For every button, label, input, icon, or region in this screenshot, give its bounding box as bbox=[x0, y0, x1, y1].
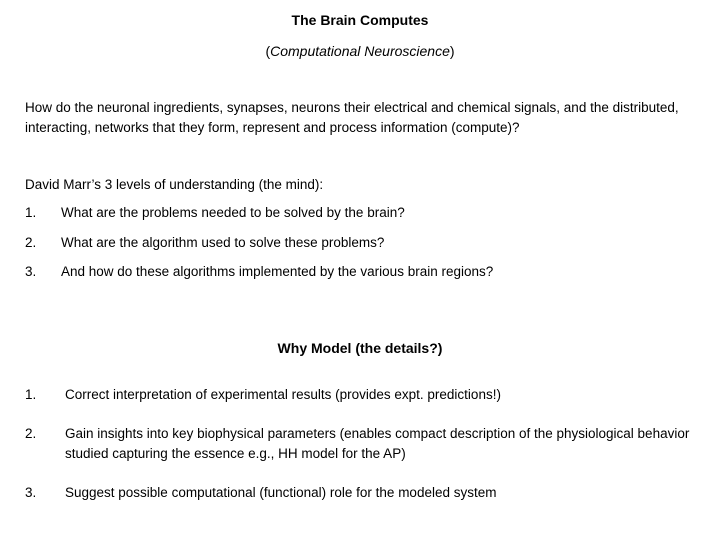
list-text: Correct interpretation of experimental results (provides expt. predictions!) bbox=[65, 387, 501, 402]
list-text: And how do these algorithms implemented by the various brain regions? bbox=[61, 264, 494, 279]
page-subtitle bbox=[0, 43, 720, 59]
list-number: 2. bbox=[25, 426, 37, 441]
section-heading: Why Model (the details?) bbox=[277, 340, 443, 356]
list-number: 3. bbox=[25, 264, 37, 279]
marr-heading: David Marr’s 3 levels of understanding (the mind): bbox=[25, 177, 324, 192]
intro-paragraph: How do the neuronal ingredients, synapses, neurons their electrical and chemical signals, and the distributed, interacting, networks that they form, represent and process information (compute)? bbox=[25, 100, 679, 135]
list-text: Gain insights into key biophysical parameters (enables compact description of the physiological behavior studied capturing the essence e.g., HH model for the AP) bbox=[65, 426, 690, 461]
page-title: The Brain Computes bbox=[291, 12, 429, 28]
list-text: Suggest possible computational (functional) role for the modeled system bbox=[65, 485, 497, 500]
list-text: What are the problems needed to be solved by the brain? bbox=[61, 205, 405, 220]
subtitle-open-paren: ( bbox=[265, 43, 271, 59]
subtitle-close-paren: ) bbox=[449, 43, 455, 59]
list-number: 1. bbox=[25, 387, 37, 402]
subtitle-text: Computational Neuroscience bbox=[270, 43, 450, 59]
list-number: 3. bbox=[25, 485, 37, 500]
list-text: What are the algorithm used to solve these problems? bbox=[61, 235, 385, 250]
list-number: 2. bbox=[25, 235, 37, 250]
list-number: 1. bbox=[25, 205, 37, 220]
